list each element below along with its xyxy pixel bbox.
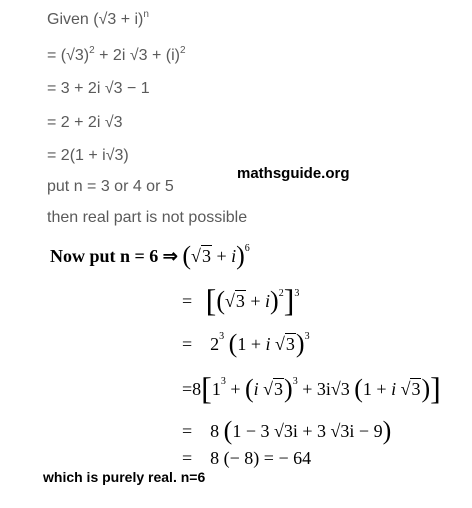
sqrt-sign: √	[275, 334, 285, 354]
derivation-line-3	[182, 370, 441, 406]
coefficient: 2	[210, 334, 220, 354]
line-simplify-2: = 2 + 2i √3	[47, 114, 123, 131]
paren-left: (	[216, 286, 225, 315]
equals-sign: =	[182, 379, 193, 399]
conclusion-text: which is purely real. n=6	[43, 469, 206, 485]
coefficient-exponent: 3	[219, 331, 225, 342]
radicand: 3	[274, 379, 284, 399]
paren-left: (	[244, 374, 254, 403]
watermark-text: mathsguide.org	[237, 165, 350, 182]
paren-right: )	[421, 374, 431, 403]
bracket-right: ]	[430, 370, 441, 406]
bracket-left: [	[201, 370, 212, 406]
plus-sign: +	[225, 379, 245, 399]
equals-sign: =	[182, 421, 193, 441]
equals-sign: =	[182, 448, 193, 468]
imag-unit: i	[391, 379, 397, 399]
radicand: 3	[285, 334, 295, 354]
line-expand	[47, 46, 186, 66]
plus-sign: +	[211, 246, 232, 266]
exponent-three: 3	[220, 376, 226, 387]
middle-term: + 3i√3	[297, 379, 350, 399]
plus-sign: +	[371, 379, 392, 399]
equals-sign: =	[182, 334, 193, 354]
imag-unit: i	[253, 379, 259, 399]
paren-right: )	[270, 286, 279, 315]
eight: 8	[192, 379, 202, 399]
outer-exponent: 3	[294, 288, 300, 299]
derivation-line-5	[182, 446, 311, 470]
line-simplify-1: = 3 + 2i √3 − 1	[47, 80, 150, 97]
radicand: 3	[411, 379, 421, 399]
sqrt-sign: √	[273, 421, 284, 441]
exponent-three: 3	[292, 376, 298, 387]
expand-exponent-a: 2	[89, 44, 95, 56]
paren-right: )	[382, 416, 392, 445]
sqrt-sign: √	[224, 291, 235, 311]
bracket-right: ]	[283, 282, 295, 318]
paren-left: (	[354, 374, 363, 403]
equals-sign: =	[182, 291, 193, 311]
final-value: 8 (− 8) = − 64	[210, 448, 312, 468]
expand-part-b: + 2i √3 + (i)	[94, 47, 180, 64]
term-c: 3i − 9	[340, 421, 383, 441]
line-given	[47, 10, 149, 30]
inner-exponent: 2	[278, 288, 284, 299]
imag-unit: i	[265, 291, 271, 311]
now-put-label: Now put n = 6 ⇒	[50, 246, 178, 266]
line-not-possible: then real part is not possible	[47, 209, 248, 226]
sqrt-sign: √	[400, 379, 411, 399]
radicand: 3	[201, 246, 211, 266]
term-b: 3i + 3	[283, 421, 331, 441]
derivation-line-2	[182, 330, 310, 356]
term-a: 1 − 3	[232, 421, 274, 441]
paren-right: )	[236, 241, 245, 270]
sqrt-sign: √	[263, 379, 274, 399]
imag-unit: i	[265, 334, 271, 354]
paren-left: (	[223, 416, 233, 445]
expand-exponent-b: 2	[179, 44, 186, 56]
bracket-left: [	[205, 282, 217, 318]
expand-part-a: = (√3)	[47, 47, 90, 64]
given-exponent: n	[143, 8, 149, 20]
imag-unit: i	[231, 246, 237, 266]
sqrt-sign: √	[191, 246, 201, 266]
eight: 8	[210, 421, 220, 441]
exponent-three: 3	[304, 331, 310, 342]
paren-left: (	[182, 241, 192, 270]
one: 1	[362, 379, 372, 399]
derivation-line-0	[50, 242, 250, 268]
one: 1	[211, 379, 221, 399]
paren-left: (	[228, 329, 238, 358]
plus-sign: +	[245, 291, 266, 311]
given-text: Given (√3 + i)	[47, 11, 144, 28]
one: 1	[237, 334, 247, 354]
exponent-six: 6	[244, 243, 250, 254]
sqrt-sign: √	[330, 421, 341, 441]
radicand: 3	[235, 291, 245, 311]
line-factor: = 2(1 + i√3)	[47, 147, 129, 164]
line-put-n: put n = 3 or 4 or 5	[47, 178, 174, 195]
paren-right: )	[295, 329, 305, 358]
derivation-line-4	[182, 417, 391, 443]
derivation-line-1	[182, 282, 300, 318]
paren-right: )	[284, 374, 293, 403]
plus-sign: +	[246, 334, 266, 354]
